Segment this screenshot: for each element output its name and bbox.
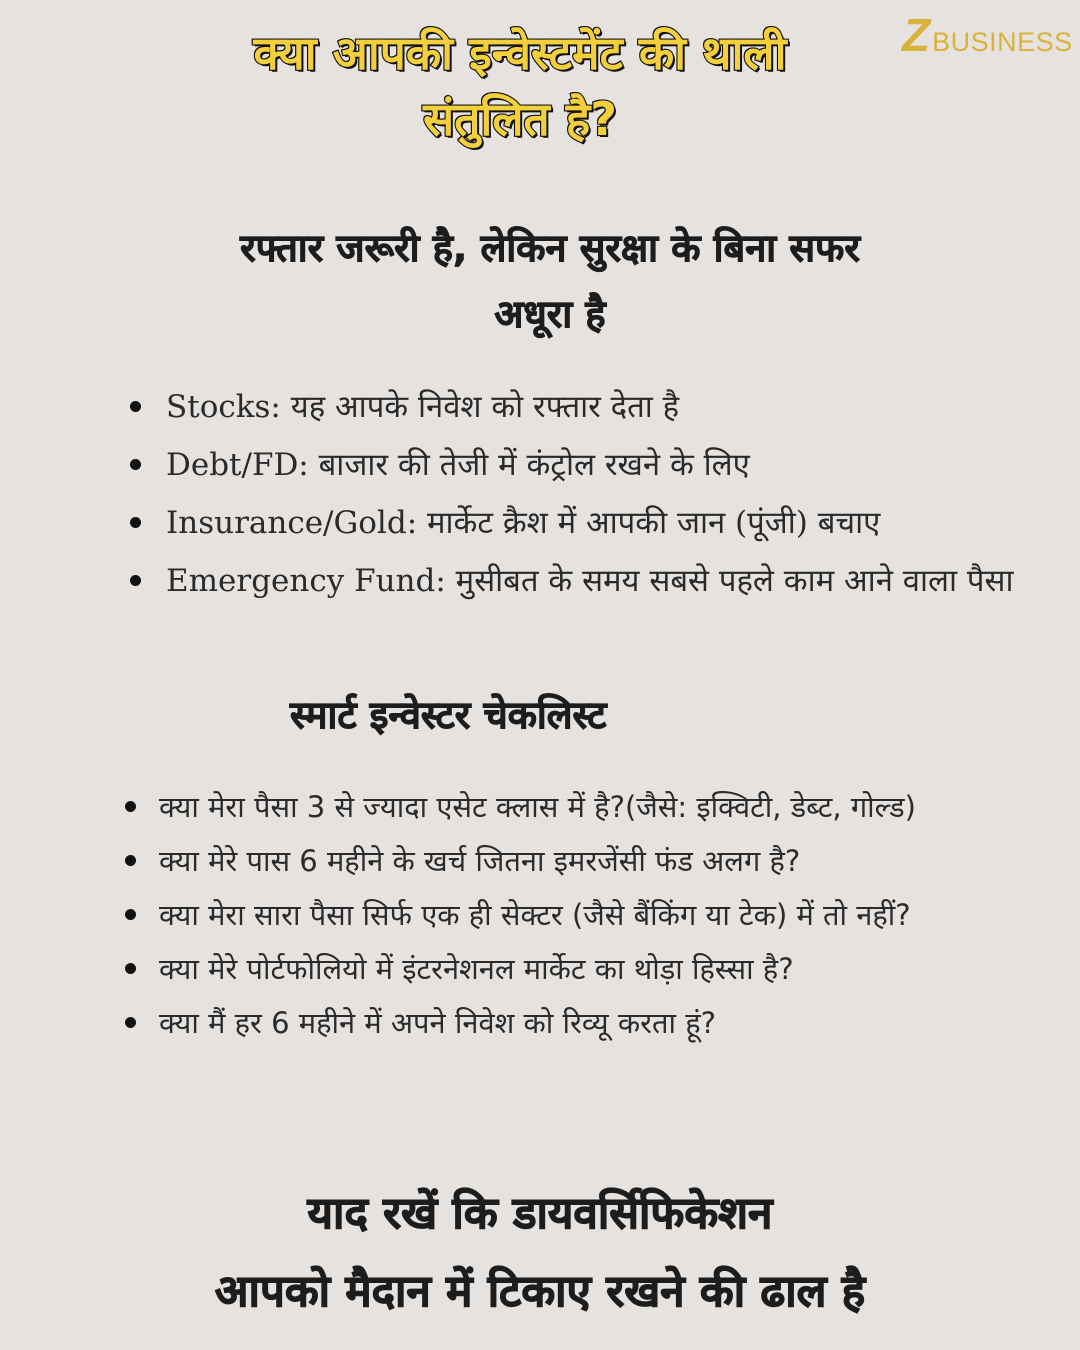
checklist-item xyxy=(125,888,1039,942)
checklist-item xyxy=(125,942,1060,996)
footer-line-2: आपको मैदान में टिकाए रखने की ढाल है xyxy=(214,1266,866,1317)
bullet-icon xyxy=(130,517,141,528)
checklist-item-text: क्या मेरा पैसा 3 से ज्यादा एसेट क्लास में है?(जैसे: इक्विटी, डेब्ट, गोल्ड) xyxy=(159,790,916,824)
logo-text: BUSINESS xyxy=(932,27,1073,57)
checklist-item-text: क्या मेरे पास 6 महीने के खर्च जितना इमरजेंसी फंड अलग है? xyxy=(159,844,801,878)
main-title-line-1: क्या आपकी इन्वेस्टमेंट की थाली xyxy=(253,26,787,80)
checklist-item-text: क्या मेरे पोर्टफोलियो में इंटरनेशनल मार्केट का थोड़ा हिस्सा है? xyxy=(159,952,794,986)
main-title xyxy=(150,20,890,152)
asset-item-text: Emergency Fund: मुसीबत के समय सबसे पहले काम आने वाला पैसा xyxy=(166,563,1014,599)
asset-item-text: Insurance/Gold: मार्केट क्रैश में आपकी जान (पूंजी) बचाए xyxy=(166,505,881,541)
checklist-item-text: क्या मेरा सारा पैसा सिर्फ एक ही सेक्टर (जैसे बैंकिंग या टेक) में तो नहीं? xyxy=(159,898,911,932)
checklist-item xyxy=(125,834,1060,888)
checklist-item xyxy=(125,780,1039,834)
asset-item-stocks xyxy=(130,378,1060,436)
bullet-icon xyxy=(125,855,136,866)
footer-message xyxy=(60,1175,1020,1331)
main-title-line-2: संतुलित है? xyxy=(423,92,617,146)
asset-item-text: Stocks: यह आपके निवेश को रफ्तार देता है xyxy=(166,389,680,425)
zee-business-logo xyxy=(902,9,1073,61)
subtitle-line-2: अधूरा है xyxy=(494,292,606,336)
subtitle xyxy=(100,215,1000,347)
bullet-icon xyxy=(130,401,141,412)
subtitle-line-1: रफ्तार जरूरी है, लेकिन सुरक्षा के बिना सफर xyxy=(240,226,860,270)
asset-item-insurance-gold xyxy=(130,494,1060,552)
checklist-item-text: क्या मैं हर 6 महीने में अपने निवेश को रिव्यू करता हूं? xyxy=(159,1006,717,1040)
checklist-heading: स्मार्ट इन्वेस्टर चेकलिस्ट xyxy=(290,693,607,737)
bullet-icon xyxy=(125,1017,136,1028)
asset-item-debt xyxy=(130,436,1060,494)
asset-item-text: Debt/FD: बाजार की तेजी में कंट्रोल रखने के लिए xyxy=(166,447,750,483)
footer-line-1: याद रखें कि डायवर्सिफिकेशन xyxy=(307,1188,773,1239)
bullet-icon xyxy=(130,575,141,586)
bullet-icon xyxy=(125,801,136,812)
bullet-icon xyxy=(130,459,141,470)
logo-letter: Z xyxy=(902,9,931,61)
asset-list xyxy=(130,378,1060,610)
bullet-icon xyxy=(125,963,136,974)
asset-item-emergency-fund xyxy=(130,552,1026,610)
bullet-icon xyxy=(125,909,136,920)
checklist-item xyxy=(125,996,1060,1050)
checklist xyxy=(125,780,1060,1050)
